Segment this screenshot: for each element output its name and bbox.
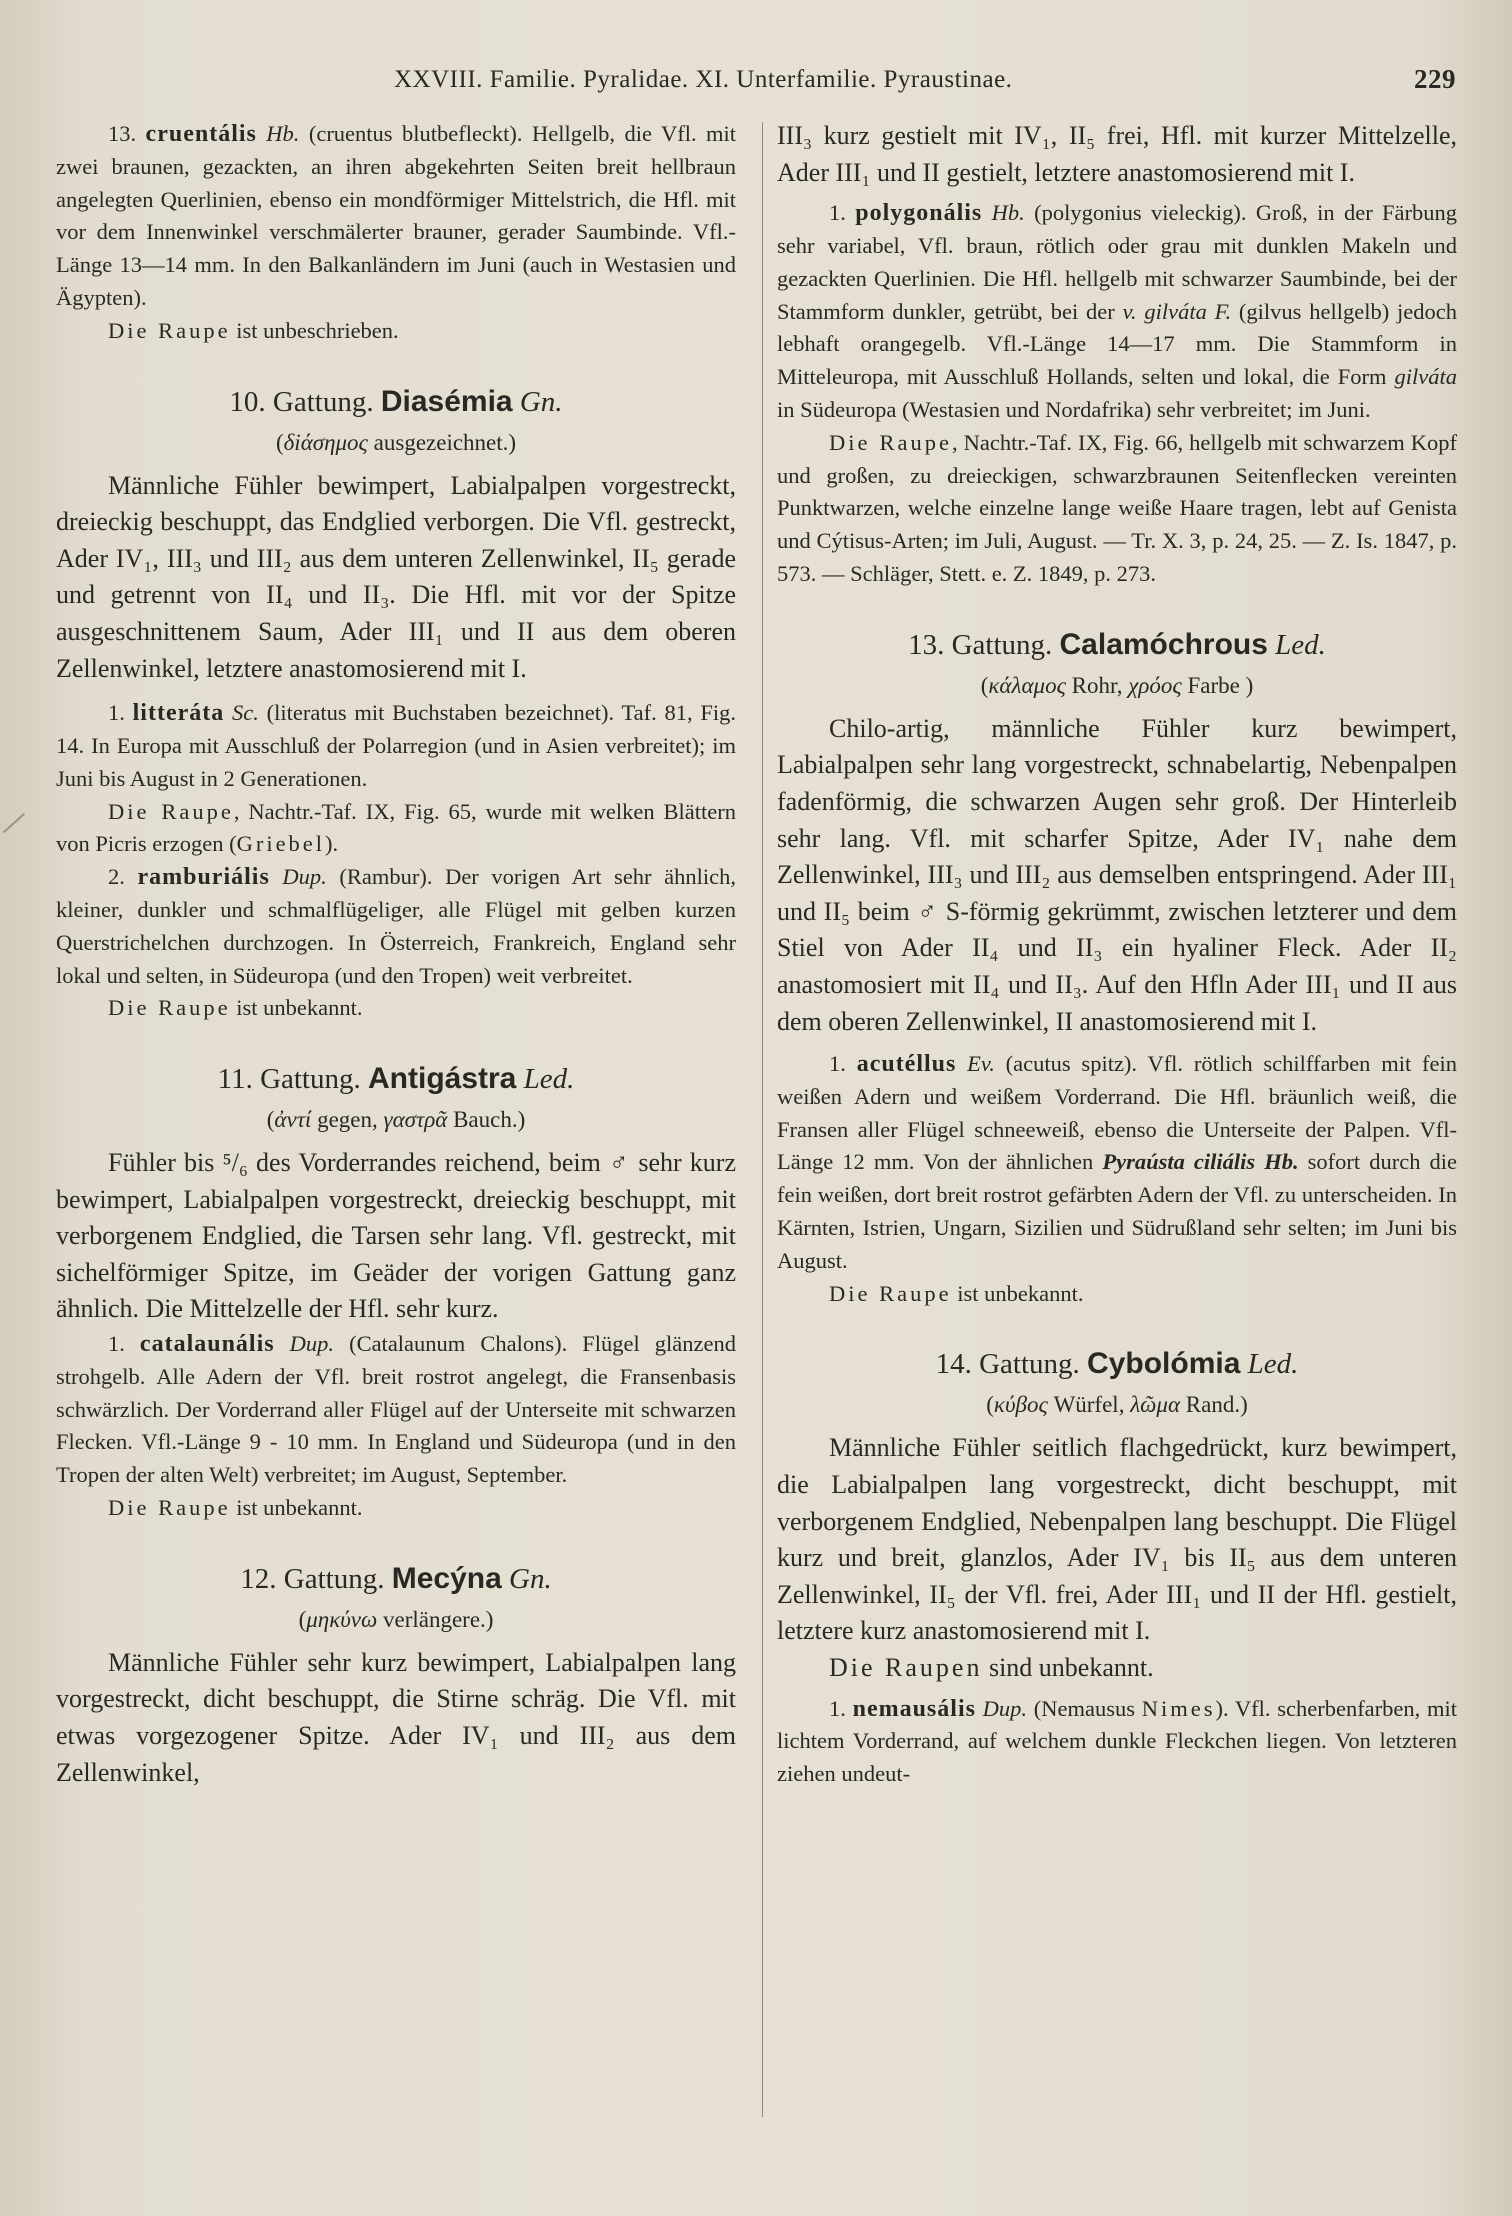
greek-word: ἀντί bbox=[274, 1107, 312, 1133]
genus-name: Cybolómia bbox=[1087, 1347, 1241, 1381]
etymology-text: gegen, bbox=[311, 1107, 384, 1133]
genus-number: 13. Gattung. bbox=[908, 628, 1060, 661]
species-text: (literatus mit Buchstaben bezeichnet). Taf. 81, Fig. 14. In Europa mit Ausschluß der Polarregion (und in Asien verbreitet); im Juni bis August in 2 Generationen. bbox=[56, 700, 736, 791]
raupe-label: Die Raupe bbox=[108, 995, 231, 1021]
species-author: Sc. bbox=[232, 700, 259, 726]
raupe-text-end: ). bbox=[325, 831, 339, 857]
raupe-label: Die Raupe bbox=[829, 1280, 952, 1306]
species-text: (gilvus hellgelb) jedoch lebhaft orangegelb. Vfl.-Länge 14—17 mm. Die Stammform in Mitteleuropa, mit Ausschluß Hollands, selten und lokal, die Form bbox=[777, 298, 1457, 390]
genus-number: 14. Gattung. bbox=[935, 1348, 1088, 1381]
raupe-text: , Nachtr.-Taf. IX, Fig. 65, wurde mit welken Blättern von Picris erzogen ( bbox=[56, 798, 737, 857]
genus-author: Led. bbox=[1247, 1348, 1299, 1381]
species-acutellus bbox=[777, 1048, 1457, 1278]
raupe-note bbox=[56, 315, 736, 348]
header-title: XXVIII. Familie. Pyralidae. XI. Unterfamilie. Pyraustinae. bbox=[394, 66, 1013, 93]
raupe-note bbox=[777, 1278, 1457, 1311]
species-author: Dup. bbox=[282, 864, 327, 890]
genus-heading-10 bbox=[56, 382, 736, 422]
etymology-text: Farbe ) bbox=[1181, 672, 1254, 698]
species-author: Hb. bbox=[991, 200, 1025, 226]
etymology-text: verlängere.) bbox=[377, 1606, 494, 1632]
genus-number: 10. Gattung. bbox=[229, 385, 381, 418]
genus-name: Mecýna bbox=[391, 1561, 502, 1595]
genus-description: Fühler bis ⁵/₆ des Vorderrandes reichend, beim ♂ sehr kurz bewimpert, Labialpalpen vorgestreckt, dreieckig beschuppt, mit verborgenem Endglied, die Tarsen sehr lang. Vfl. gestreckt, mit sichelförmiger Spitze, im Geäder der vorigen Gattung ganz ähnlich. Die Mittelzelle der Hfl. sehr kurz. bbox=[56, 1148, 736, 1324]
species-number: 1. bbox=[829, 200, 856, 226]
species-author: Ev. bbox=[967, 1051, 995, 1077]
genus-number: 11. Gattung. bbox=[217, 1063, 368, 1096]
raupe-text: ist unbekannt. bbox=[951, 1280, 1084, 1306]
genus-name: Diasémia bbox=[380, 384, 513, 418]
species-author: Hb. bbox=[266, 121, 300, 146]
raupe-label: Die Raupe bbox=[829, 429, 952, 455]
greek-word: κάλαμος bbox=[988, 672, 1066, 698]
genus-author: Gn. bbox=[509, 1562, 552, 1595]
place-name: Nimes bbox=[1141, 1695, 1216, 1721]
raupe-label: Die Raupe bbox=[108, 317, 231, 343]
genus-author: Led. bbox=[523, 1063, 575, 1096]
genus-description: Chilo-artig, männliche Fühler kurz bewimpert, Labialpalpen sehr lang vorgestreckt, schnabelartig, Nebenpalpen fadenförmig, die schwarzen Augen sehr groß. Der Hinterleib sehr lang. Vfl. mit scharfer Spitze, Ader IV₁ nahe dem Zellenwinkel, III₃ und III₂ aus demselben entspringend. Ader III₁ und II₅ beim ♂ S-förmig gekrümmt, zwischen letzterer und dem Stiel von Ader II₄ und II₃ ein hyaliner Fleck. Ader II₂ anastomosiert mit II₄ und II₃. Auf den Hfln Ader III₁ und II aus dem oberen Zellenwinkel, II anastomosierend mit I. bbox=[777, 713, 1457, 1036]
greek-word: λῶμα bbox=[1130, 1392, 1181, 1418]
etymology-text: Würfel, bbox=[1047, 1392, 1131, 1418]
etymology-text: Rand.) bbox=[1180, 1392, 1248, 1418]
genus-etymology: (κάλαμος Rohr, χρόος Farbe ) bbox=[980, 672, 1254, 698]
etymology-text: Bauch.) bbox=[447, 1107, 526, 1133]
genus-name: Antigástra bbox=[368, 1062, 517, 1096]
species-number: 1. bbox=[108, 1331, 140, 1357]
greek-word: χρόος bbox=[1128, 672, 1182, 698]
genus-etymology: (δiάσημος ausgezeichnet.) bbox=[275, 429, 517, 455]
species-text: (Rambur). Der vorigen Art sehr ähnlich, kleiner, dunkler und schmalflügeliger, alle Flügel mit gelben kurzen Querstrichelchen durchzogen. In Österreich, Frankreich, England sehr lokal und selten, in Südeuropa (und den Tropen) weit verbreitet. bbox=[56, 864, 736, 988]
species-number: 2. bbox=[108, 864, 138, 890]
species-catalaunalis bbox=[56, 1328, 736, 1492]
raupe-label: Die Raupe bbox=[108, 1495, 231, 1521]
species-name: acutéllus bbox=[856, 1051, 957, 1078]
genus-number: 12. Gattung. bbox=[240, 1562, 392, 1595]
species-text: ). Vfl. scherbenfarben, mit lichtem Vorderrand, auf welchem dunkle Fleckchen liegen. Von letzteren ziehen undeut- bbox=[777, 1695, 1457, 1787]
raupe-text: , Nachtr.-Taf. IX, Fig. 66, hellgelb mit schwarzem Kopf und großen, zu dreieckigen, schwarzbraunen Seitenflecken vereinten Punktwarzen, welche einzelne lange weiße Haare tragen, lebt auf Genista und Cýtisus-Arten; im Juli, August. — Tr. X. 3, p. 24, 25. — Z. Is. 1847, p. 573. — Schläger, Stett. e. Z. 1849, p. 273. bbox=[777, 429, 1457, 586]
species-name: polygonális bbox=[855, 200, 983, 227]
species-name: cruentális bbox=[145, 121, 257, 147]
raupe-note bbox=[777, 427, 1457, 591]
species-name: ramburiális bbox=[137, 864, 270, 891]
genus-author: Gn. bbox=[519, 385, 563, 418]
raupe-text: ist unbeschrieben. bbox=[230, 317, 399, 343]
raupe-text: ist unbekannt. bbox=[230, 995, 363, 1021]
genus-etymology: (ἀντί gegen, γαστρᾶ Bauch.) bbox=[266, 1107, 526, 1133]
genus-heading-12 bbox=[56, 1559, 736, 1599]
genus-description: Männliche Fühler bewimpert, Labialpalpen vorgestreckt, dreieckig beschuppt, das Endglied verborgen. Die Vfl. gestreckt, Ader IV₁, III₃ und III₂ aus dem unteren Zellenwinkel, II₅ gerade und getrennt von II₄ und II₃. Die Hfl. mit vor der Spitze ausgeschnittenem Saum, Ader III₁ und II aus dem oberen Zellenwinkel, letztere anastomosierend mit I. bbox=[56, 470, 736, 683]
species-number: 13. bbox=[108, 121, 146, 146]
variety-name: v. gilváta F. bbox=[1122, 298, 1232, 324]
running-header bbox=[56, 62, 1456, 102]
raupe-note bbox=[56, 796, 736, 862]
species-text: (Catalaunum Chalons). Flügel glänzend strohgelb. Alle Adern der Vfl. breit rostrot angelegt, die Fransenbasis schwärzlich. Der Vorderrand aller Flügel auf der Unterseite mit schwarzen Flecken. Vfl.-Länge 9 - 10 mm. In England und Südeuropa (und in den Tropen der alten Welt) verbreitet; im August, September. bbox=[56, 1331, 737, 1488]
raupe-note bbox=[56, 992, 736, 1025]
raupe-label: Die Raupe bbox=[108, 798, 234, 824]
species-number: 1. bbox=[829, 1051, 857, 1077]
genus-description: Männliche Fühler seitlich flachgedrückt, kurz bewimpert, die Labialpalpen lang vorgestreckt, dicht beschuppt, mit verborgenem Endglied, Nebenpalpen lang beschuppt. Die Flügel kurz und breit, glanzlos, Ader IV₁ bis II₅ aus dem unteren Zellenwinkel, II₅ der Vfl. frei, Ader III₁ und II der Hfl. gestielt, letztere kurz anastomosierend mit I. bbox=[777, 1433, 1457, 1646]
greek-word: δiάσημος bbox=[283, 429, 368, 455]
left-column bbox=[56, 118, 736, 1791]
species-text: (Nemausus bbox=[1027, 1695, 1142, 1721]
species-cruentalis bbox=[56, 118, 736, 315]
form-name: gilváta bbox=[1394, 364, 1457, 390]
raupe-text: sind unbekannt. bbox=[982, 1653, 1154, 1683]
species-text: in Südeuropa (Westasien und Nordafrika) sehr verbreitet; im Juni. bbox=[777, 396, 1371, 422]
greek-word: μηκύνω bbox=[306, 1606, 378, 1632]
right-column bbox=[777, 118, 1457, 1791]
raupe-note bbox=[777, 1650, 1457, 1687]
species-name: litteráta bbox=[132, 700, 225, 727]
species-name: catalaunális bbox=[139, 1331, 275, 1358]
species-number: 1. bbox=[108, 700, 133, 726]
etymology-text: Rohr, bbox=[1065, 672, 1129, 698]
continued-text: III₃ kurz gestielt mit IV₁, II₅ frei, Hfl. mit kurzer Mittelzelle, Ader III₁ und II gestielt, letztere anastomosierend mit I. bbox=[777, 121, 1457, 187]
etymology-text: ausgezeichnet.) bbox=[367, 429, 517, 455]
raupe-label: Die Raupen bbox=[829, 1653, 983, 1683]
genus-heading-14 bbox=[777, 1344, 1457, 1384]
species-number: 1. bbox=[829, 1695, 853, 1721]
species-text: (polygonius vieleckig). Groß, in der Färbung sehr variabel, Vfl. braun, rötlich oder grau mit dunklen Makeln und gezackten Querlinien. Die Hfl. hellgelb mit schwarzer Saumbinde, bei der Stammform dunkler, getrübt, bei der bbox=[777, 200, 1458, 324]
raupe-note bbox=[56, 1492, 736, 1525]
species-text: (acutus spitz). Vfl. rötlich schilffarben mit fein weißen Adern und weißem Vorderrand. Die Hfl. bräunlich weiß, die Fransen aller Flügel schneeweiß, ebenso die Unterseite der Palpen. Vfl-Länge 12 mm. Von der ähnlichen bbox=[777, 1051, 1458, 1175]
genus-author: Led. bbox=[1275, 628, 1326, 661]
genus-etymology: (κύβος Würfel, λῶμα Rand.) bbox=[986, 1392, 1248, 1418]
author-name: Griebel bbox=[236, 831, 326, 857]
genus-heading-11 bbox=[56, 1059, 736, 1099]
species-litterata bbox=[56, 697, 736, 795]
species-text: sofort durch die fein weißen, dort breit rostrot gefärbten Adern der Vfl. zu unterscheiden. In Kärnten, Istrien, Ungarn, Sizilien und Südrußland sehr selten; im Juni bis August. bbox=[777, 1149, 1457, 1273]
species-author: Dup. bbox=[982, 1695, 1028, 1721]
greek-word: γαστρᾶ bbox=[383, 1107, 448, 1133]
genus-heading-13 bbox=[777, 625, 1457, 665]
pencil-mark bbox=[3, 813, 25, 833]
greek-word: κύβος bbox=[993, 1392, 1048, 1418]
species-name: nemausális bbox=[852, 1695, 976, 1722]
reference-species: Pyraústa ciliális Hb. bbox=[1102, 1149, 1299, 1175]
column-divider bbox=[762, 122, 763, 2117]
raupe-text: ist unbekannt. bbox=[230, 1495, 363, 1521]
page-number: 229 bbox=[1414, 64, 1456, 94]
species-nemausalis bbox=[777, 1693, 1457, 1791]
genus-description: Männliche Fühler sehr kurz bewimpert, Labialpalpen lang vorgestreckt, dicht beschuppt, die Stirne schräg. Die Vfl. mit etwas vorgezogener Spitze. Ader IV₁ und III₂ aus dem Zellenwinkel, bbox=[56, 1647, 736, 1787]
species-author: Dup. bbox=[289, 1331, 335, 1357]
species-text: (cruentus blutbefleckt). Hellgelb, die Vfl. mit zwei braunen, gezackten, an ihren abgekehrten Seiten breit hellbraun angelegten Querlinien, ebenso ein mondförmiger Mittelstrich, die Hfl. mit vor dem Innenwinkel verschmälerter brauner, gerader Saumbinde. Vfl.-Länge 13—14 mm. In den Balkanländern im Juni (auch in Westasien und Ägypten). bbox=[56, 121, 737, 310]
genus-etymology: (μηκύνω verlängere.) bbox=[298, 1606, 494, 1632]
genus-name: Calamóchrous bbox=[1059, 627, 1268, 661]
species-ramburialis bbox=[56, 861, 736, 992]
species-polygonalis bbox=[777, 197, 1457, 427]
